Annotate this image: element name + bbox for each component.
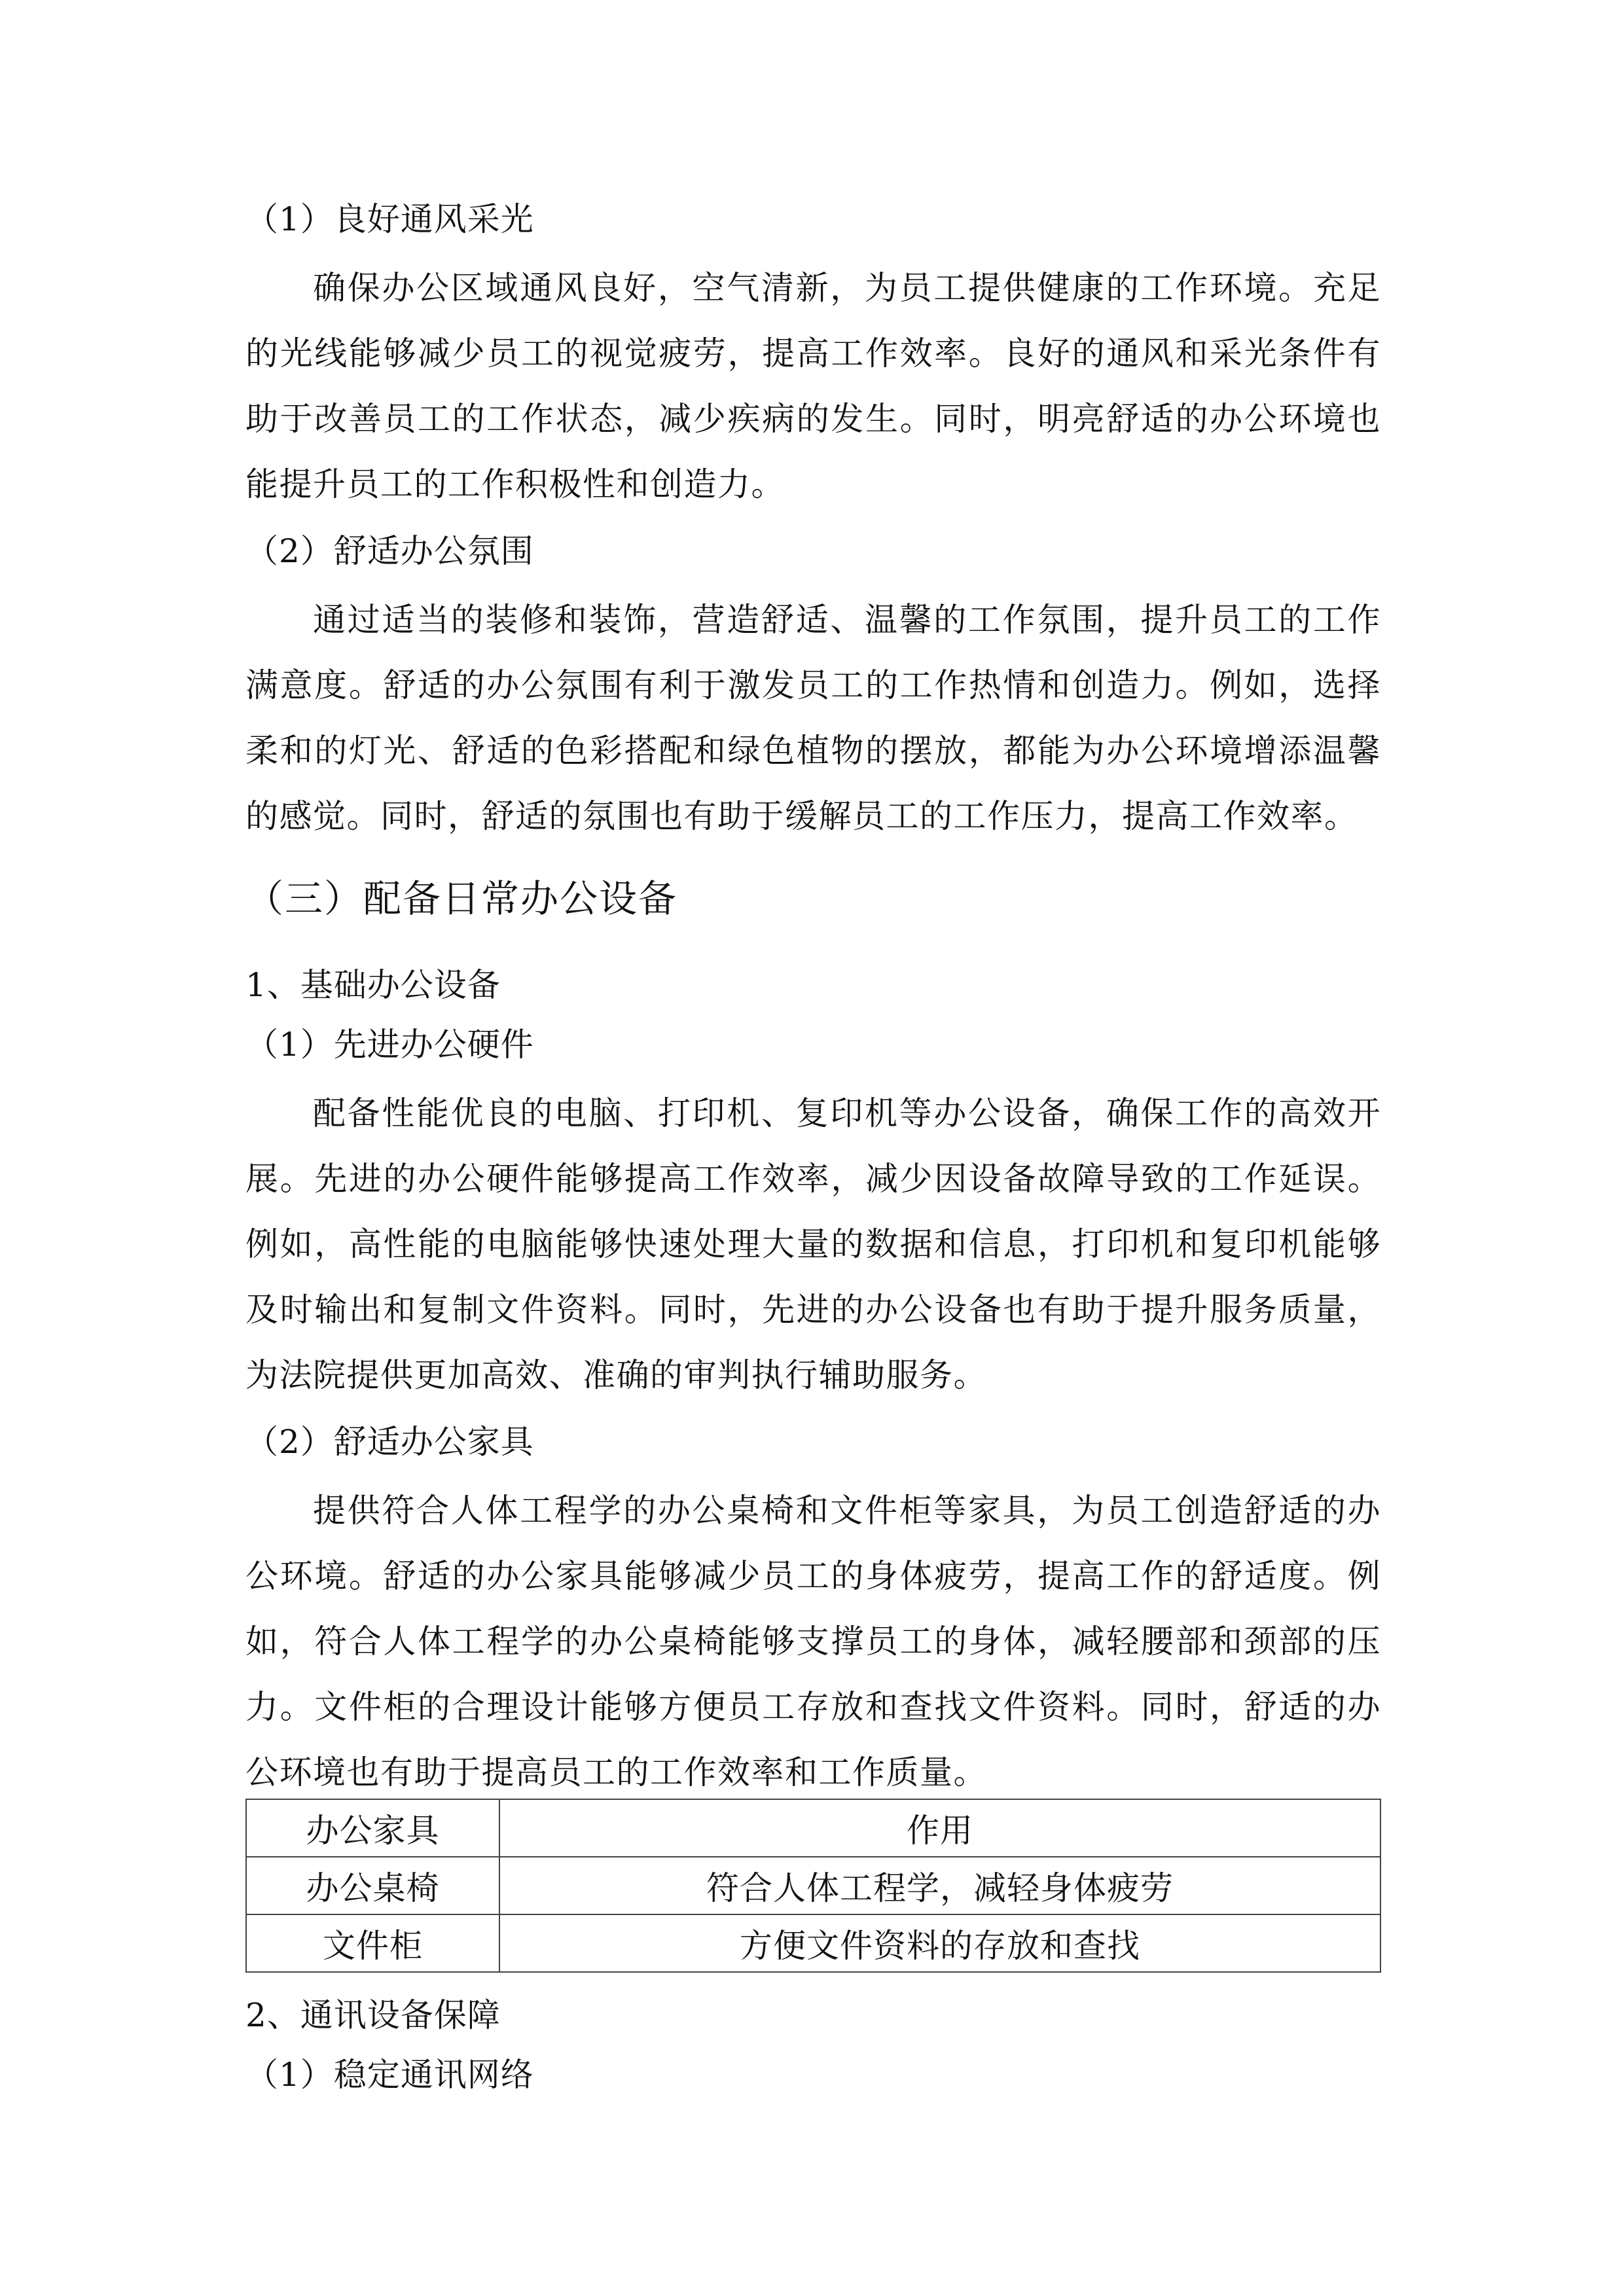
table-cell: 文件柜 — [246, 1914, 499, 1972]
table-header-cell: 办公家具 — [246, 1799, 499, 1857]
table-cell: 方便文件资料的存放和查找 — [499, 1914, 1380, 1972]
subsection-heading-communication: 2、通讯设备保障 — [245, 1996, 501, 2034]
section-heading-atmosphere: （2）舒适办公氛围 — [245, 532, 534, 570]
paragraph-atmosphere: 通过适当的装修和装饰，营造舒适、温馨的工作氛围，提升员工的工作满意度。舒适的办公氛围有利于激发员工的工作热情和创造力。例如，选择柔和的灯光、舒适的色彩搭配和绿色植物的摆放，都能为办公环境增添温馨的感觉。同时，舒适的氛围也有助于缓解员工的工作压力，提高工作效率。 — [245, 601, 1381, 835]
table-row — [246, 1857, 1380, 1914]
section-heading-hardware: （1）先进办公硬件 — [245, 1026, 534, 1064]
table-cell: 办公桌椅 — [246, 1857, 499, 1914]
paragraph-ventilation: 确保办公区域通风良好，空气清新，为员工提供健康的工作环境。充足的光线能够减少员工的视觉疲劳，提高工作效率。良好的通风和采光条件有助于改善员工的工作状态，减少疾病的发生。同时，明亮舒适的办公环境也能提升员工的工作积极性和创造力。 — [245, 269, 1381, 503]
table-header-row — [246, 1799, 1380, 1857]
section-heading-furniture: （2）舒适办公家具 — [245, 1423, 534, 1461]
table-row — [246, 1914, 1380, 1972]
paragraph-furniture: 提供符合人体工程学的办公桌椅和文件柜等家具，为员工创造舒适的办公环境。舒适的办公家具能够减少员工的身体疲劳，提高工作的舒适度。例如，符合人体工程学的办公桌椅能够支撑员工的身体，减轻腰部和颈部的压力。文件柜的合理设计能够方便员工存放和查找文件资料。同时，舒适的办公环境也有助于提高员工的工作效率和工作质量。 — [245, 1492, 1381, 1791]
subsection-heading-basic-equipment: 1、基础办公设备 — [245, 966, 501, 1004]
table-header-cell: 作用 — [499, 1799, 1380, 1857]
furniture-table — [245, 1799, 1381, 1973]
paragraph-hardware: 配备性能优良的电脑、打印机、复印机等办公设备，确保工作的高效开展。先进的办公硬件能够提高工作效率，减少因设备故障导致的工作延误。例如，高性能的电脑能够快速处理大量的数据和信息，打印机和复印机能够及时输出和复制文件资料。同时，先进的办公设备也有助于提升服务质量，为法院提供更加高效、准确的审判执行辅助服务。 — [245, 1094, 1381, 1394]
table-cell: 符合人体工程学，减轻身体疲劳 — [499, 1857, 1380, 1914]
chapter-heading: （三）配备日常办公设备 — [245, 876, 678, 921]
section-heading-ventilation: （1）良好通风采光 — [245, 200, 534, 238]
section-heading-network: （1）稳定通讯网络 — [245, 2056, 534, 2094]
